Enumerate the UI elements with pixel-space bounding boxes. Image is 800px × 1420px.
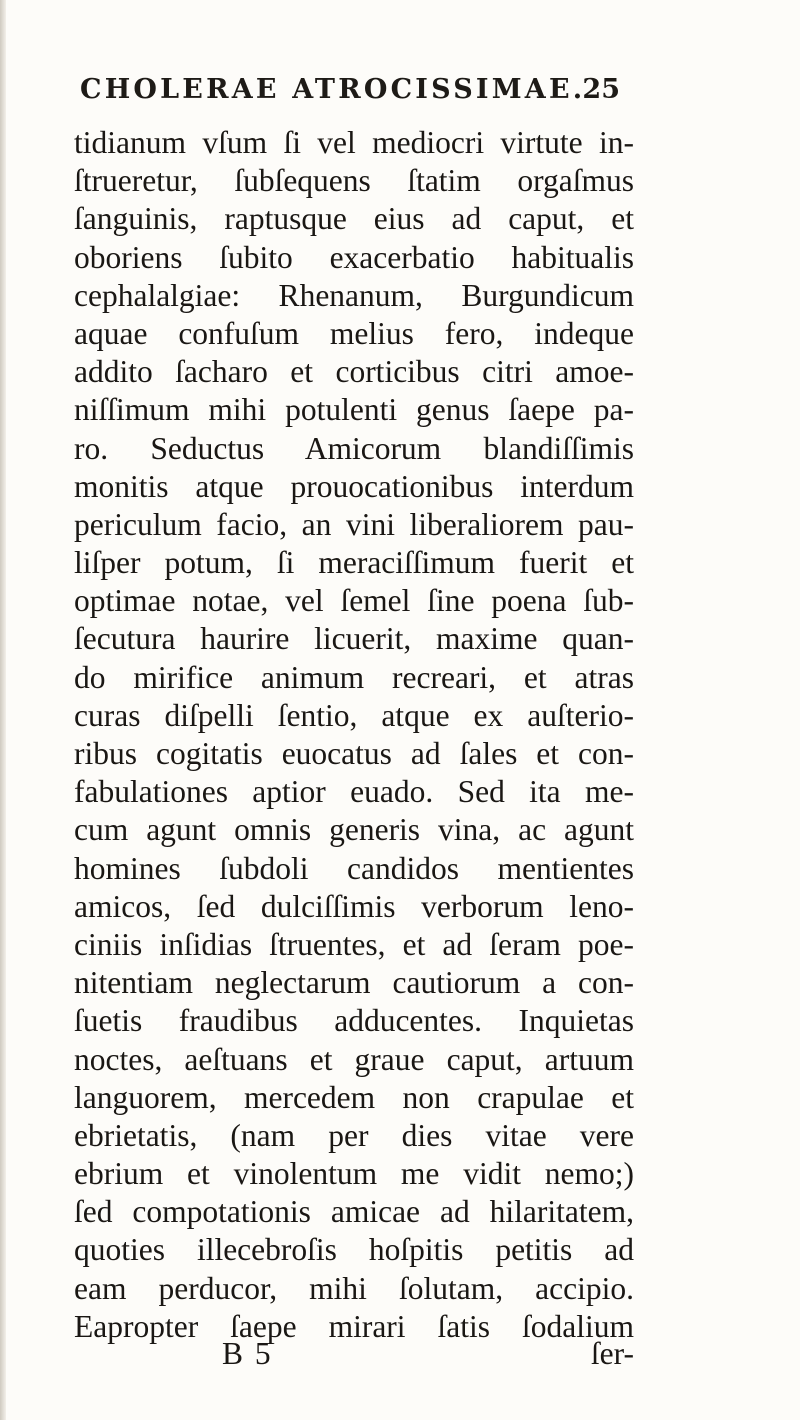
text-line: monitis atque prouocationibus interdum (74, 468, 634, 504)
text-line: ſed compotationis amicae ad hilaritatem, (74, 1194, 634, 1230)
text-line: quoties illecebroſis hoſpitis petitis ad (74, 1232, 634, 1268)
text-line: ſecutura haurire licuerit, maxime quan- (74, 621, 634, 657)
catchword: ſer- (590, 1336, 634, 1371)
text-line: optimae notae, vel ſemel ſine poena ſub- (74, 583, 634, 619)
text-line: ribus cogitatis euocatus ad ſales et con- (74, 736, 634, 771)
page-gutter-shadow (0, 0, 6, 1420)
text-line: curas diſpelli ſentio, atque ex auſterio- (74, 697, 634, 733)
text-line: do mirifice animum recreari, et atras (74, 659, 634, 695)
text-line: ciniis inſidias ſtruentes, et ad ſeram poe- (74, 926, 634, 962)
running-title: CHOLERAE ATROCISSIMAE. (80, 74, 586, 105)
text-line: oboriens ſubito exacerbatio habitualis (74, 239, 634, 275)
text-line: liſper potum, ſi meraciſſimum fuerit et (74, 545, 634, 581)
text-line: eam perducor, mihi ſolutam, accipio. (74, 1270, 634, 1306)
page-footer (74, 1336, 634, 1376)
text-line: niſſimum mihi potulenti genus ſaepe pa- (74, 392, 634, 428)
text-line: noctes, aeſtuans et graue caput, artuum (74, 1041, 634, 1077)
text-line: ebrietatis, (nam per dies vitae vere (74, 1117, 634, 1153)
body-text (74, 124, 634, 1346)
text-line: tidianum vſum ſi vel mediocri virtute in- (74, 125, 634, 160)
text-line: ſanguinis, raptusque eius ad caput, et (74, 201, 634, 237)
text-line: periculum facio, an vini liberaliorem pau- (74, 506, 634, 542)
text-line: amicos, ſed dulciſſimis verborum leno- (74, 888, 634, 924)
text-line: ſtrueretur, ſubſequens ſtatim orgaſmus (74, 163, 634, 199)
text-line: ebrium et vinolentum me vidit nemo;) (74, 1156, 634, 1192)
text-line: addito ſacharo et corticibus citri amoe- (74, 354, 634, 390)
page-header (80, 70, 620, 110)
text-line: aquae confuſum melius fero, indeque (74, 315, 634, 351)
text-line: fabulationes aptior euado. Sed ita me- (74, 774, 634, 810)
text-line: nitentiam neglectarum cautiorum a con- (74, 965, 634, 1001)
text-line: Eapropter ſaepe mirari ſatis ſodalium (74, 1308, 634, 1344)
page-number: 25 (582, 74, 620, 105)
text-line: ro. Seductus Amicorum blandiſſimis (74, 430, 634, 466)
text-line: cum agunt omnis generis vina, ac agunt (74, 812, 634, 848)
signature-mark: B 5 (222, 1336, 273, 1371)
text-line: ſuetis fraudibus adducentes. Inquietas (74, 1003, 634, 1039)
text-line: cephalalgiae: Rhenanum, Burgundicum (74, 277, 634, 313)
text-line: homines ſubdoli candidos mentientes (74, 850, 634, 886)
text-line: languorem, mercedem non crapulae et (74, 1079, 634, 1115)
